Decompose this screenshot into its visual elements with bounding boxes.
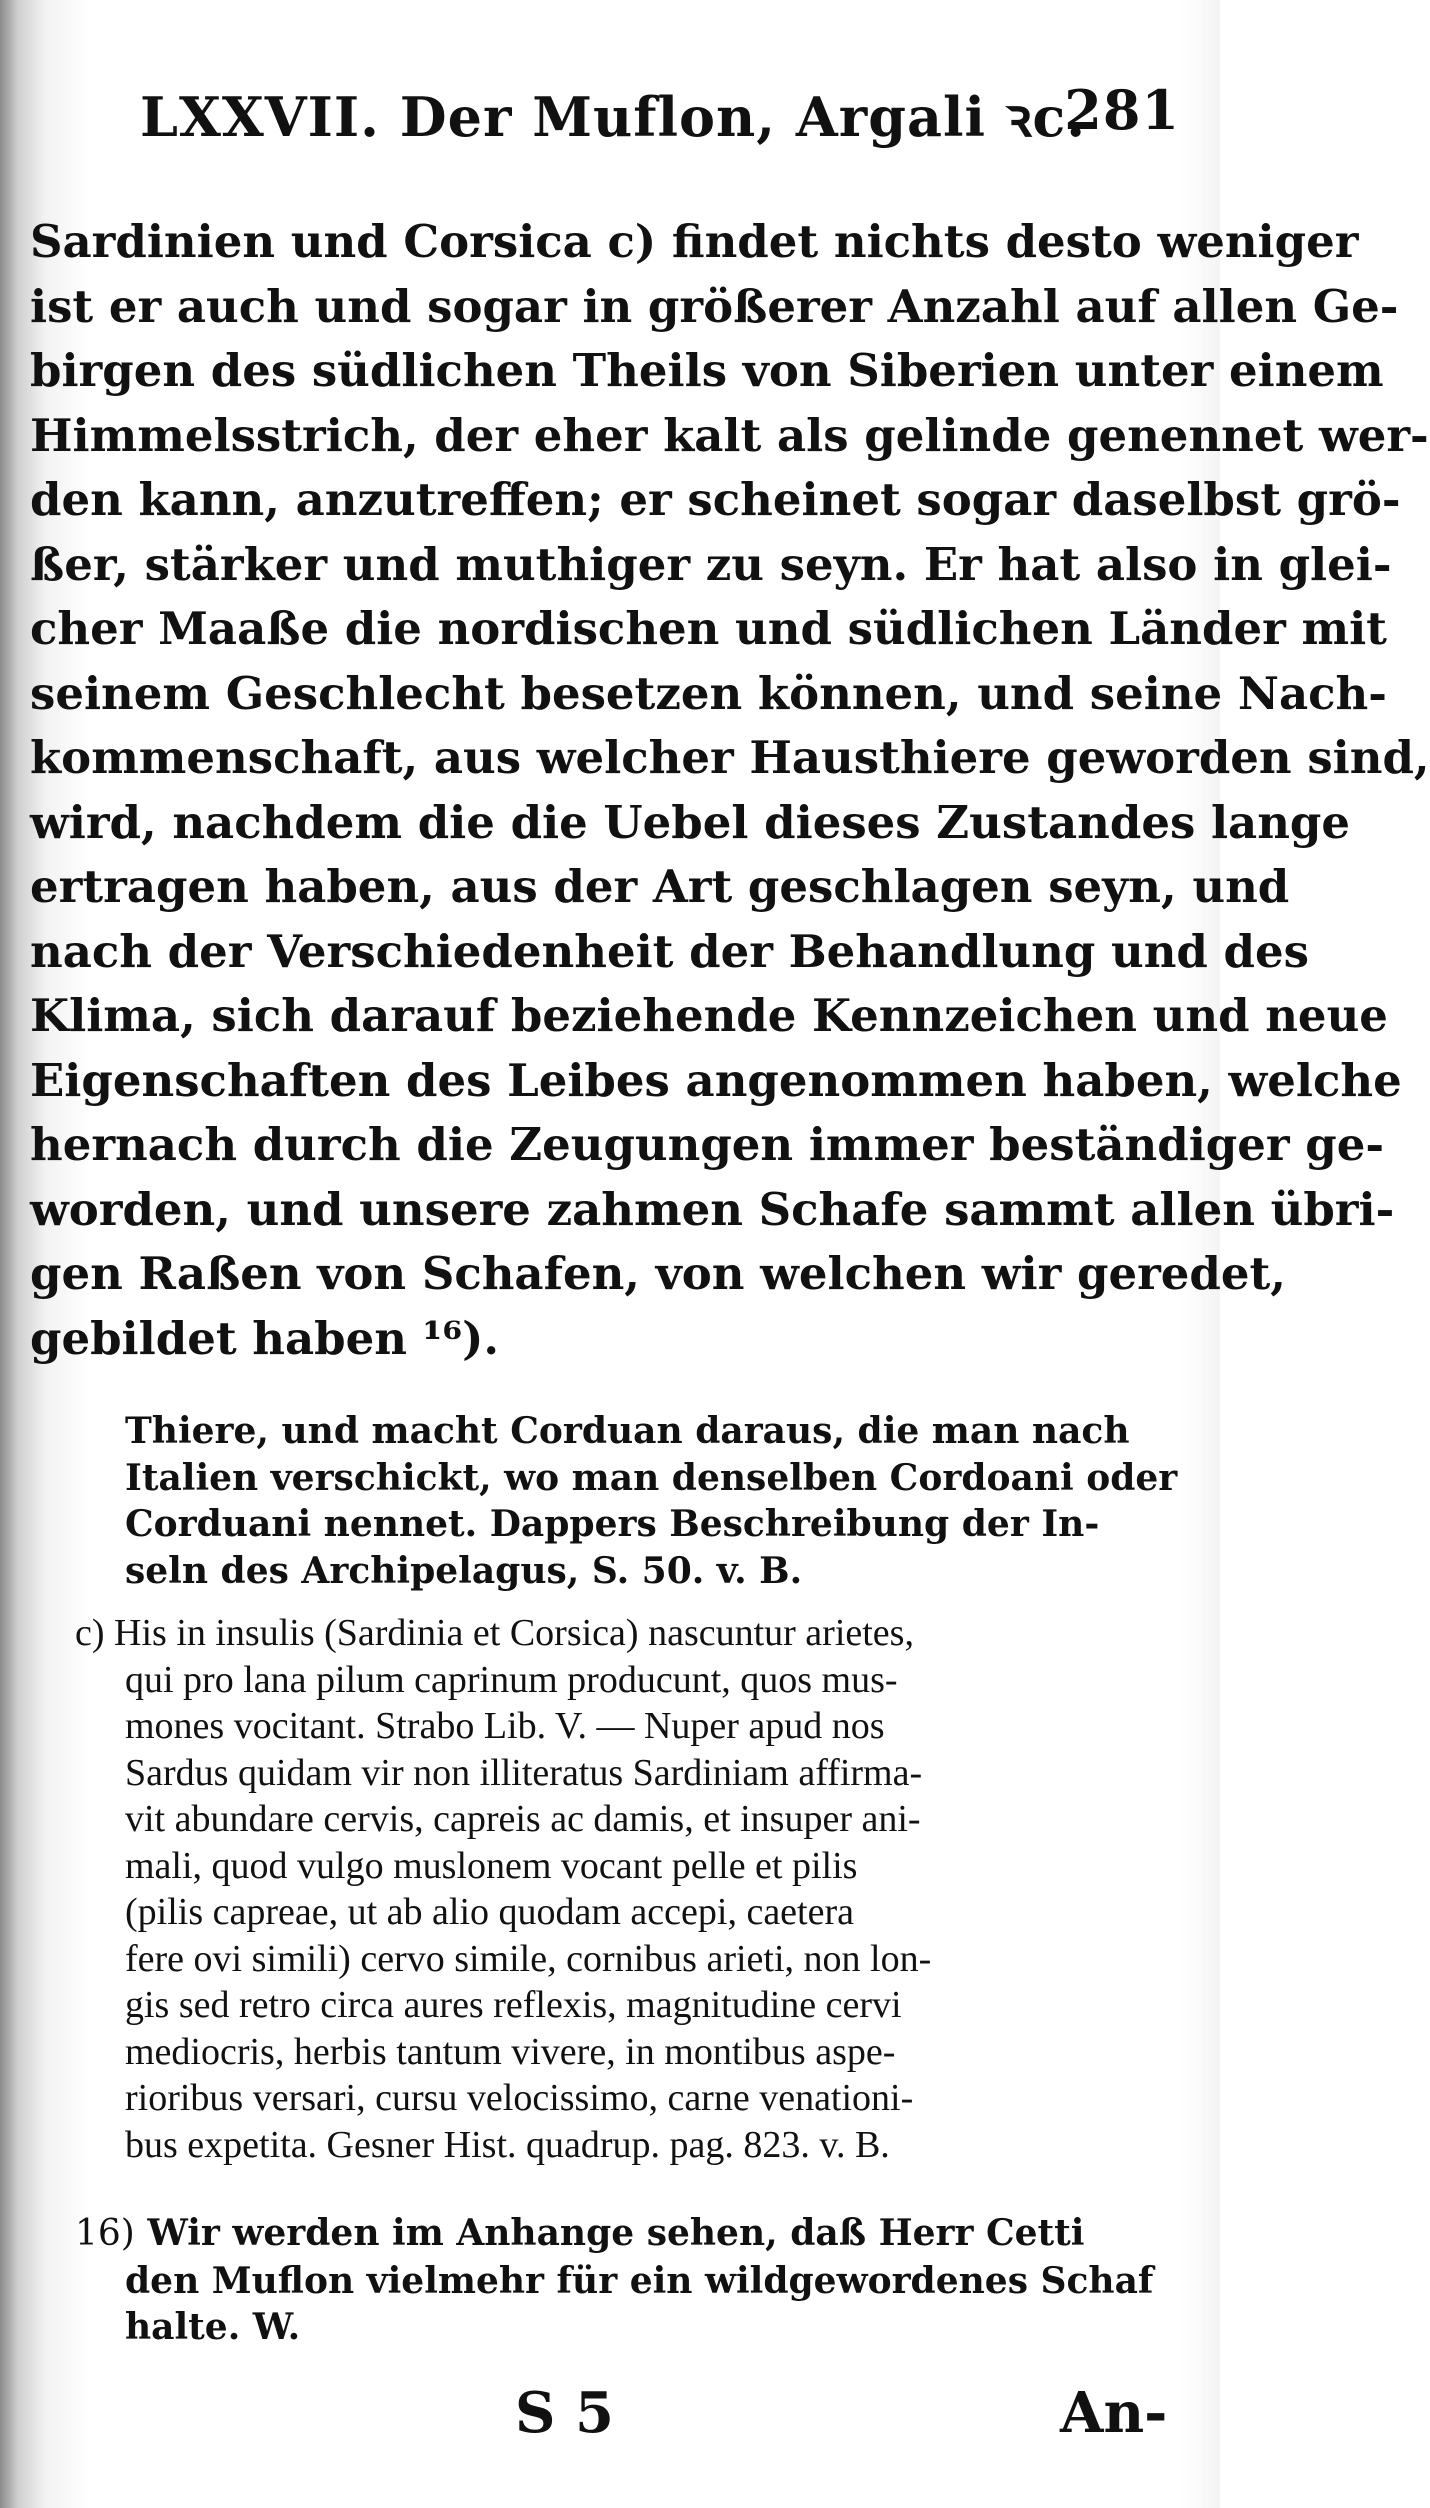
footnote-line: qui pro lana pilum caprinum producunt, quos mus- [125,1658,898,1701]
footnote-line: Corduani nennet. Dappers Beschreibung der In- [125,1503,1100,1545]
text-line: wird, nachdem die die Uebel dieses Zustandes lange [30,795,1351,849]
text-line: ßer, stärker und muthiger zu seyn. Er hat also in glei- [30,537,1392,591]
footnote-line: den Muflon vielmehr für ein wildgewordenes Schaf [125,2259,1154,2302]
chapter-title: LXXVII. Der Muflon, Argali ꝛc. [140,85,1087,149]
main-text [30,210,1430,1371]
text-line: kommenschaft, aus welcher Hausthiere geworden sind, [30,731,1430,784]
text-line: gen Raßen von Schafen, von welchen wir geredet, [30,1247,1286,1300]
footnote-line: halte. W. [125,2306,301,2348]
footnote-c [30,1610,1190,2168]
footnote-line: mediocris, herbis tantum vivere, in montibus aspe- [125,2030,896,2073]
text-line: birgen des südlichen Theils von Siberien unter einem [30,344,1384,397]
footnote-text: Wir werden im Anhange sehen, daß Herr Cetti [147,2212,1085,2254]
footnote-16 [30,2210,1190,2351]
footnote-line: (pilis capreae, ut ab alio quodam accepi, caetera [125,1891,854,1933]
footnote-line: Thiere, und macht Corduan daraus, die man nach [125,1410,1130,1452]
footnote-line [30,2210,1190,2258]
footnote-line: rioribus versari, cursu velocissimo, carne venationi- [125,2077,914,2119]
footnote-line: mones vocitant. Strabo Lib. V. — Nuper apud nos [125,1705,885,1747]
text-line: Eigenschaften des Leibes angenommen haben, welche [30,1053,1402,1107]
text-line: gebildet haben ¹⁶). [30,1311,500,1365]
text-line: Klima, sich darauf beziehende Kennzeichen und neue [30,989,1388,1042]
text-line: seinem Geschlecht besetzen können, und seine Nach- [30,666,1387,720]
footnote-line: Sardus quidam vir non illiteratus Sardiniam affirma- [125,1751,923,1794]
text-line: cher Maaße die nordischen und südlichen Länder mit [30,602,1387,655]
footnote-continued [30,1408,1190,1594]
text-line: den kann, anzutreffen; er scheinet sogar daselbst grö- [30,473,1401,526]
footnote-line: Italien verschickt, wo man denselben Cordoani oder [125,1456,1178,1499]
signature-mark: S 5 [515,2380,614,2446]
footnote-line [30,1610,1190,1657]
footnote-line: fere ovi simili) cervo simile, cornibus arieti, non lon- [125,1937,932,1980]
footnote-line: bus expetita. Gesner Hist. quadrup. pag. 823. v. B. [125,2123,890,2166]
text-line: Sardinien und Corsica c) findet nichts desto weniger [30,215,1359,268]
footnote-text: His in insulis (Sardinia et Corsica) nascuntur arietes, [114,1612,914,1654]
catchword: An- [1060,2380,1168,2446]
footnote-marker: 16) [75,2213,135,2254]
text-line: hernach durch die Zeugungen immer beständiger ge- [30,1118,1385,1171]
page-footer [0,2380,1220,2470]
footnote-line: mali, quod vulgo muslonem vocant pelle et pilis [125,1844,858,1887]
footnote-line: vit abundare cervis, capreis ac damis, et insuper ani- [125,1798,921,1840]
text-line: nach der Verschiedenheit der Behandlung und des [30,924,1309,978]
text-line: ist er auch und sogar in größerer Anzahl auf allen Ge- [30,279,1399,333]
text-line: worden, und unsere zahmen Schafe sammt allen übri- [30,1182,1395,1236]
page-number: 281 [1064,78,1180,142]
footnote-marker: c) [75,1612,105,1654]
running-header [140,78,1190,158]
text-line: ertragen haben, aus der Art geschlagen seyn, und [30,860,1290,913]
text-line: Himmelsstrich, der eher kalt als gelinde genennet wer- [30,408,1429,462]
footnote-line: seln des Archipelagus, S. 50. v. B. [125,1549,803,1592]
footnote-line: gis sed retro circa aures reflexis, magnitudine cervi [125,1984,902,2026]
